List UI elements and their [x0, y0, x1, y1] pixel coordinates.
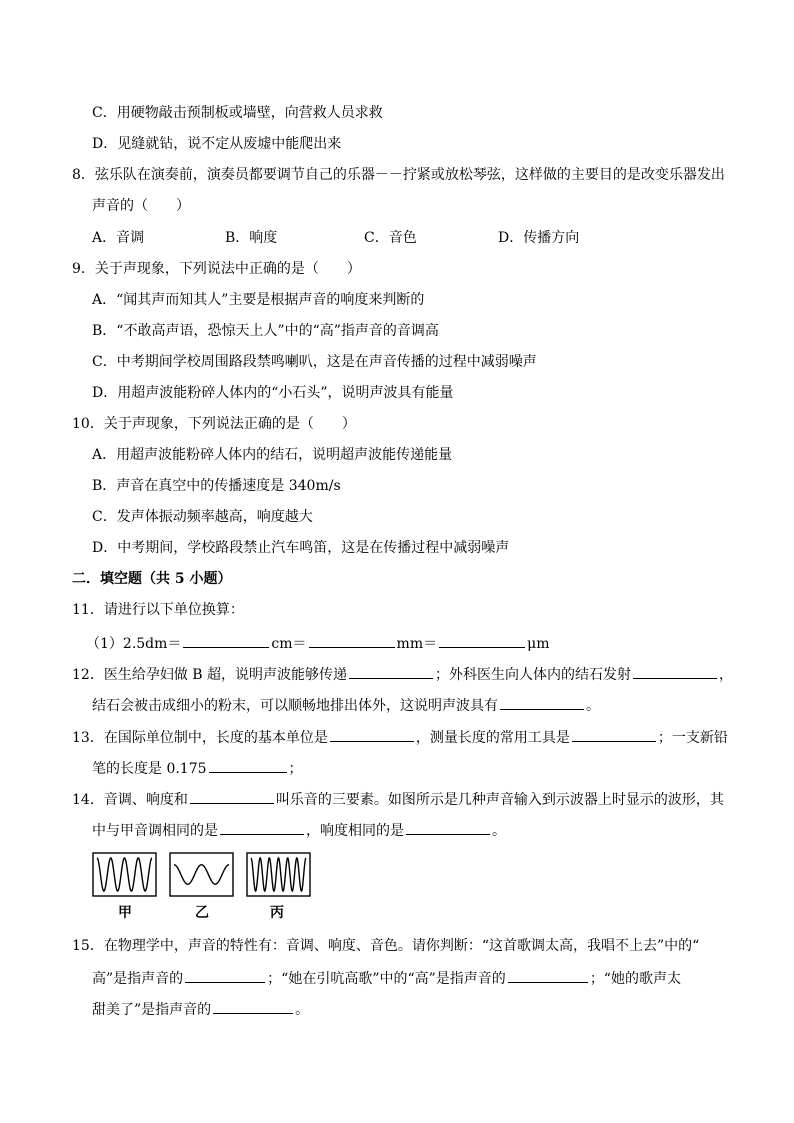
q15-text-c: ；“她在引吭高歌”中的“高”是指声音的 [267, 971, 506, 987]
answer-blank[interactable] [330, 727, 414, 742]
q13-text-a: 13．在国际单位制中，长度的基本单位是 [72, 730, 328, 746]
q12-text-c: ， [719, 667, 734, 683]
waveform-label-bing: 丙 [270, 905, 284, 921]
waveform-label-yi: 乙 [195, 905, 209, 921]
q8-option-c: C．音色 [364, 230, 417, 246]
answer-blank[interactable] [572, 727, 656, 742]
q15-line2 [92, 968, 681, 988]
waveform-jia [97, 858, 152, 891]
q8-option-b: B．响度 [225, 230, 278, 246]
q13-line2 [92, 758, 303, 778]
q8-option-d: D．传播方向 [498, 230, 580, 246]
q14-line2 [92, 820, 506, 840]
q15-text-b: 高”是指声音的 [92, 971, 184, 987]
q14-text-c: 中与甲音调相同的是 [92, 823, 218, 839]
q12-line1 [72, 664, 733, 684]
q13-text-c: ；一支新铅 [657, 730, 728, 746]
answer-blank[interactable] [500, 695, 584, 710]
answer-blank[interactable] [185, 968, 265, 983]
waveform-yi [174, 865, 229, 885]
q13-text-b: ，测量长度的常用工具是 [415, 730, 570, 746]
answer-blank[interactable] [220, 820, 304, 835]
q11-text-d: μm [527, 636, 550, 652]
q15-line3 [92, 999, 309, 1019]
waveform-figure [92, 852, 322, 900]
q15-text-e: 甜美了”是指声音的 [92, 1002, 212, 1018]
q9-option-b: B．“不敢高声语，恐惊天上人”中的“高”指声音的音调高 [92, 323, 439, 339]
q11-text-b: cm＝ [271, 636, 307, 652]
q15-line1: 15．在物理学中，声音的特性有：音调、响度、音色。请你判断：“这首歌调太高，我唱不上去”中的“ [72, 938, 700, 954]
q10-stem: 10．关于声现象，下列说法正确的是（ ） [72, 416, 356, 432]
q14-text-b: 叫乐音的三要素。如图所示是几种声音输入到示波器上时显示的波形，其 [275, 792, 724, 808]
answer-blank[interactable] [439, 633, 525, 648]
q11-text-a: （1）2.5dm＝ [86, 636, 182, 652]
q11-text-c: mm＝ [396, 636, 438, 652]
answer-blank[interactable] [406, 820, 490, 835]
q9-option-c: C．中考期间学校周围路段禁鸣喇叭，这是在声音传播的过程中减弱噪声 [92, 354, 537, 370]
answer-blank[interactable] [209, 758, 287, 773]
answer-blank[interactable] [508, 968, 588, 983]
answer-blank[interactable] [190, 789, 274, 804]
q12-text-a: 12．医生给孕妇做 B 超，说明声波能够传递 [72, 667, 348, 683]
answer-blank[interactable] [183, 633, 269, 648]
q12-line2 [92, 695, 600, 715]
q12-text-d: 结石会被击成细小的粉末，可以顺畅地排出体外，这说明声波具有 [92, 698, 498, 714]
oscilloscope-waveforms [92, 852, 322, 921]
q8-option-a: A．音调 [92, 230, 145, 246]
q11-stem: 11．请进行以下单位换算： [72, 602, 244, 618]
q14-text-e: 。 [492, 823, 506, 839]
answer-blank[interactable] [309, 633, 395, 648]
section-heading-fill-in: 二．填空题（共 5 小题） [72, 571, 232, 587]
q10-option-a: A．用超声波能粉碎人体内的结石，说明超声波能传递能量 [92, 447, 453, 463]
q9-stem: 9．关于声现象，下列说法中正确的是（ ） [72, 261, 361, 277]
q12-text-e: 。 [586, 698, 600, 714]
answer-blank[interactable] [633, 664, 717, 679]
q7-option-d: D．见缝就钻，说不定从废墟中能爬出来 [92, 136, 342, 152]
q14-text-d: ，响度相同的是 [306, 823, 404, 839]
q13-text-d: 笔的长度是 0.175 [92, 761, 207, 777]
q10-option-c: C．发声体振动频率越高，响度越大 [92, 509, 313, 525]
q15-text-d: ；“她的歌声太 [589, 971, 681, 987]
q11-part1 [86, 633, 549, 653]
waveform-label-jia: 甲 [118, 905, 132, 921]
q8-stem-line2: 声音的（ ） [92, 198, 190, 214]
answer-blank[interactable] [213, 999, 293, 1014]
q10-option-d: D．中考期间，学校路段禁止汽车鸣笛，这是在传播过程中减弱噪声 [92, 540, 510, 556]
answer-blank[interactable] [349, 664, 433, 679]
q13-line1 [72, 727, 728, 747]
q9-option-d: D．用超声波能粉碎人体内的“小石头”，说明声波具有能量 [92, 385, 454, 401]
q12-text-b: ；外科医生向人体内的结石发射 [435, 667, 632, 683]
waveform-bing [251, 858, 306, 891]
q15-text-f: 。 [295, 1002, 310, 1018]
q7-option-c: C．用硬物敲击预制板或墙壁，向营救人员求救 [92, 105, 383, 121]
q14-text-a: 14．音调、响度和 [72, 792, 188, 808]
q10-option-b: B．声音在真空中的传播速度是 340m/s [92, 478, 341, 494]
q13-text-e: ； [288, 761, 303, 777]
q14-line1 [72, 789, 724, 809]
waveform-frame-yi [170, 853, 233, 896]
q9-option-a: A．“闻其声而知其人”主要是根据声音的响度来判断的 [92, 292, 425, 308]
q8-stem-line1: 8．弦乐队在演奏前，演奏员都要调节自己的乐器－－拧紧或放松琴弦，这样做的主要目的是改变乐器发出 [72, 167, 725, 183]
